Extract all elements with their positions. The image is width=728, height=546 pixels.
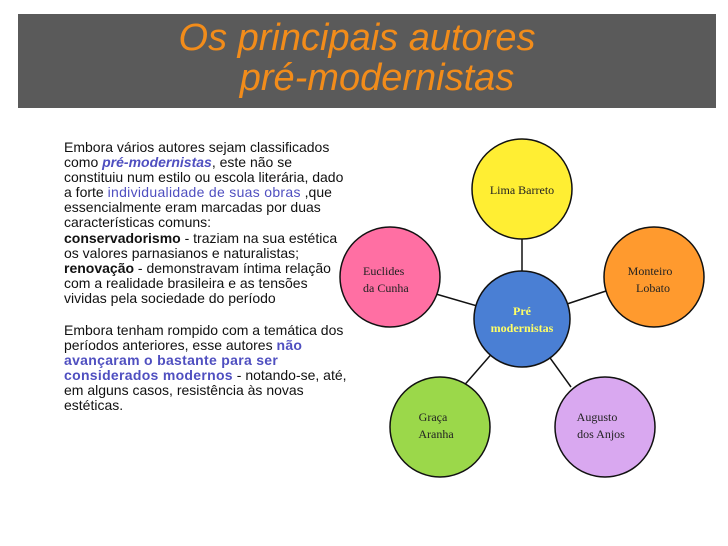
highlight-nao-avancaram: não avançaram o bastante para ser considerados modernos	[64, 337, 303, 383]
intro-text-a: Embora vários autores sejam classificados como	[64, 139, 330, 170]
node-label-graca-line2: Aranha	[418, 427, 454, 441]
node-graca-aranha	[390, 377, 490, 477]
center-node	[474, 271, 570, 367]
node-label-graca-line1: Graça	[418, 410, 448, 424]
node-label-euclides-line1: Euclides	[363, 264, 405, 278]
node-label-augusto-line2: dos Anjos	[577, 427, 625, 441]
node-label-euclides-line2: da Cunha	[363, 281, 409, 295]
node-label-lima-barreto: Lima Barreto	[489, 183, 555, 197]
node-label-monteiro-line2: Lobato	[636, 281, 670, 295]
node-monteiro-lobato	[604, 227, 704, 327]
node-label-monteiro-line1: Monteiro	[627, 264, 673, 278]
title-line-2: pré-modernistas	[239, 57, 515, 99]
conclusion-text-c: - notando-se, até, em alguns casos, resistência às novas estéticas.	[64, 367, 347, 413]
conclusion-text-a: Embora tenham rompido com a temática dos períodos anteriores, esse autores	[64, 322, 344, 353]
term-conservadorismo: conservadorismo	[64, 230, 181, 246]
conservadorismo-text: - traziam na sua estética os valores parnasianos e naturalistas;	[64, 230, 338, 261]
intro-text-e: ,que essencialmente eram marcadas por duas características comuns:	[64, 184, 332, 230]
node-label-augusto-line1: Augusto	[576, 410, 618, 424]
renovacao-text: - demonstravam íntima relação com a realidade brasileira e as tensões vividas pela sociedade do período	[64, 260, 331, 306]
node-lima-barreto	[472, 139, 572, 239]
highlight-individualidade: individualidade de suas obras	[107, 184, 301, 200]
intro-text-c: , este não se constituiu num estilo ou escola literária, dado a forte	[64, 154, 344, 200]
center-label-line2: modernistas	[490, 321, 554, 335]
highlight-pre-modernistas: pré-modernistas	[102, 154, 212, 170]
center-label-line1: Pré	[513, 304, 531, 318]
term-renovacao: renovação	[64, 260, 135, 276]
title-line-1: Os principais autores	[178, 17, 536, 59]
node-euclides-da-cunha	[340, 227, 440, 327]
center-node-circle	[474, 271, 570, 367]
node-augusto-dos-anjos	[555, 377, 655, 477]
